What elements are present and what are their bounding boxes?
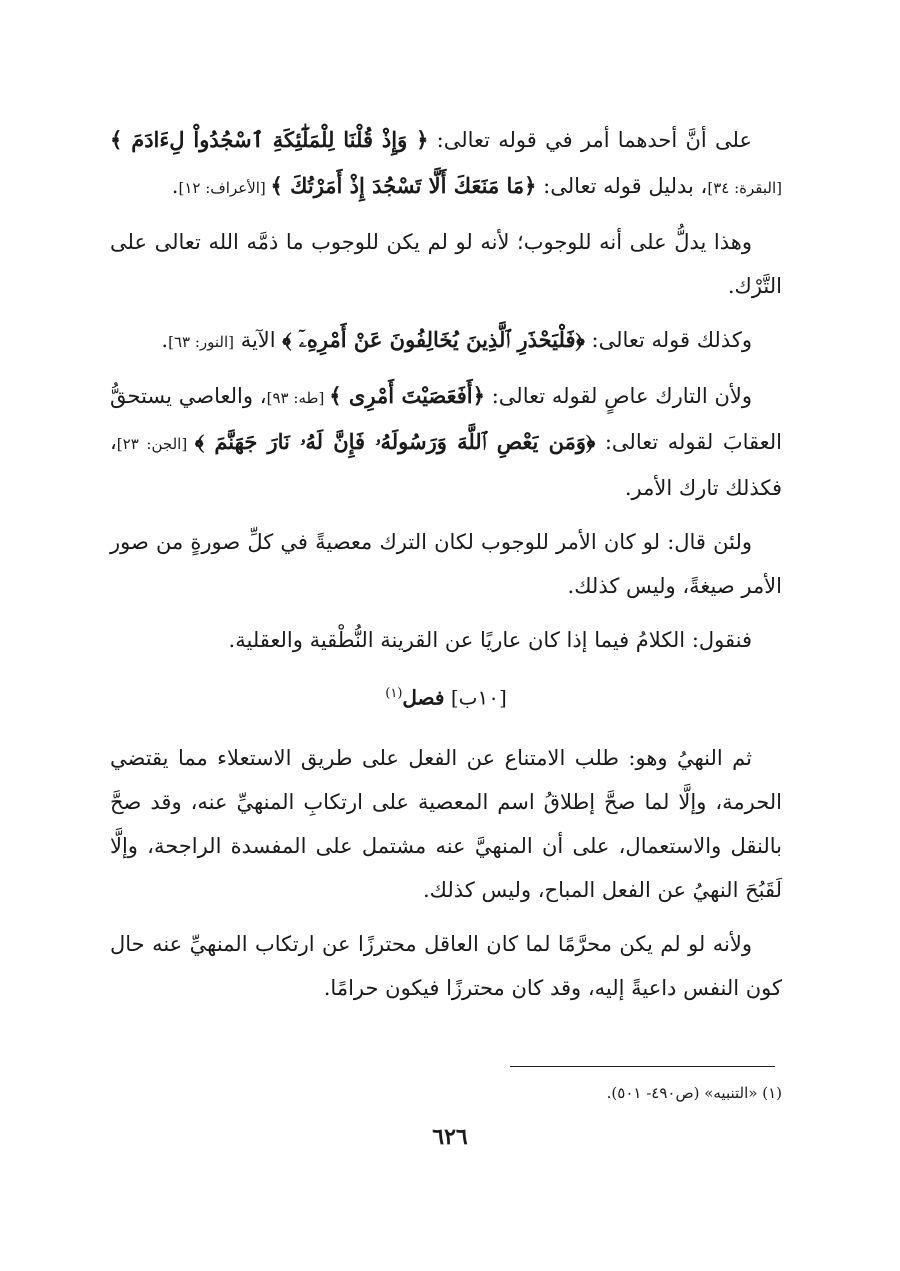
paragraph-2: وهذا يدلُّ على أنه للوجوب؛ لأنه لو لم يكن للوجوب ما ذمَّه الله تعالى على التَّرْك. — [110, 230, 782, 298]
paragraph-6: فنقول: الكلامُ فيما إذا كان عاريًا عن القرينة النُّطْقية والعقلية. — [228, 628, 752, 652]
quran-verse-araf: ﴿مَا مَنَعَكَ أَلَّا تَسْجُدَ إِذْ أَمَرْتُكَ ﴾ — [270, 173, 537, 198]
quran-verse-nur: ﴿فَلْيَحْذَرِ ٱلَّذِينَ يُخَالِفُونَ عَنْ أَمْرِهِۦٓ ﴾ — [282, 327, 585, 352]
p3-end: . — [161, 328, 169, 352]
p3-intro: وكذلك قوله تعالى: — [584, 328, 752, 352]
paragraph-8: ولأنه لو لم يكن محرَّمًا لما كان العاقل محترزًا عن ارتكاب المنهيِّ عنه حال كون النفس داعيةً إليه، وقد كان محترزًا فيكون حرامًا. — [110, 931, 782, 1000]
paragraph-1 — [110, 118, 782, 210]
paragraph-3 — [110, 318, 782, 364]
footnote-divider — [510, 1066, 775, 1067]
paragraph-5: ولئن قال: لو كان الأمر للوجوب لكان الترك معصيةً في كلِّ صورةٍ من صور الأمر صيغةً، وليس كذلك. — [110, 530, 782, 598]
page-number: ٦٢٦ — [432, 1124, 468, 1150]
footnote: (١) «التنبيه» (ص٤٩٠- ٥٠١). — [606, 1084, 782, 1102]
p4-end: ، فكذلك تارك الأمر. — [110, 430, 782, 500]
quran-verse-baqara: ﴿ وَإِذْ قُلْنَا لِلْمَلَٰٓئِكَةِ ٱسْجُدُواْ لِءَادَمَ ﴾ — [110, 127, 429, 152]
p1-intro: على أنَّ أحدهما أمر في قوله تعالى: — [428, 128, 752, 152]
verse-ref-araf: [الأعراف: ١٢] — [178, 179, 271, 197]
verse-ref-nur: [النور: ٦٣] — [168, 333, 235, 351]
verse-ref-jinn: [الجن: ٢٣] — [116, 435, 195, 453]
folio-marker: [١٠ب] — [450, 685, 507, 710]
p4-mid: ، والعاصي يستحقُّ العقابَ لقوله تعالى: — [110, 384, 783, 454]
section-title: فصل — [402, 685, 445, 710]
p3-after: الآية — [234, 328, 283, 352]
verse-ref-baqara: [البقرة: ٣٤] — [707, 179, 782, 197]
paragraph-7: ثم النهيُ وهو: طلب الامتناع عن الفعل على طريق الاستعلاء مما يقتضي الحرمة، وإلَّا لما صحَّ إطلاقُ اسم المعصية على ارتكابِ المنهيِّ عنه، وقد صحَّ بالنقل والاستعمال، على أن المنهيَّ عنه مشتمل على المفسدة الراجحة، وإلَّا لَقَبُحَ النهيُ عن الفعل المباح، وليس كذلك. — [110, 745, 782, 902]
section-heading — [110, 672, 782, 720]
quran-verse-jinn: ﴿وَمَن يَعْصِ ٱللَّهَ وَرَسُولَهُۥ فَإِنَّ لَهُۥ نَارَ جَهَنَّمَ ﴾ — [194, 429, 596, 454]
p4-intro: ولأن التارك عاصٍ لقوله تعالى: — [484, 384, 752, 408]
footnote-ref: (١) — [385, 686, 403, 701]
verse-ref-taha: [طه: ٩٣] — [266, 389, 330, 407]
paragraph-4 — [110, 374, 782, 510]
p1-end: . — [171, 174, 179, 198]
quran-verse-taha: ﴿أَفَعَصَيْتَ أَمْرِى ﴾ — [329, 383, 485, 408]
p1-mid: ، بدليل قوله تعالى: — [536, 174, 708, 198]
page-body — [110, 118, 782, 1020]
